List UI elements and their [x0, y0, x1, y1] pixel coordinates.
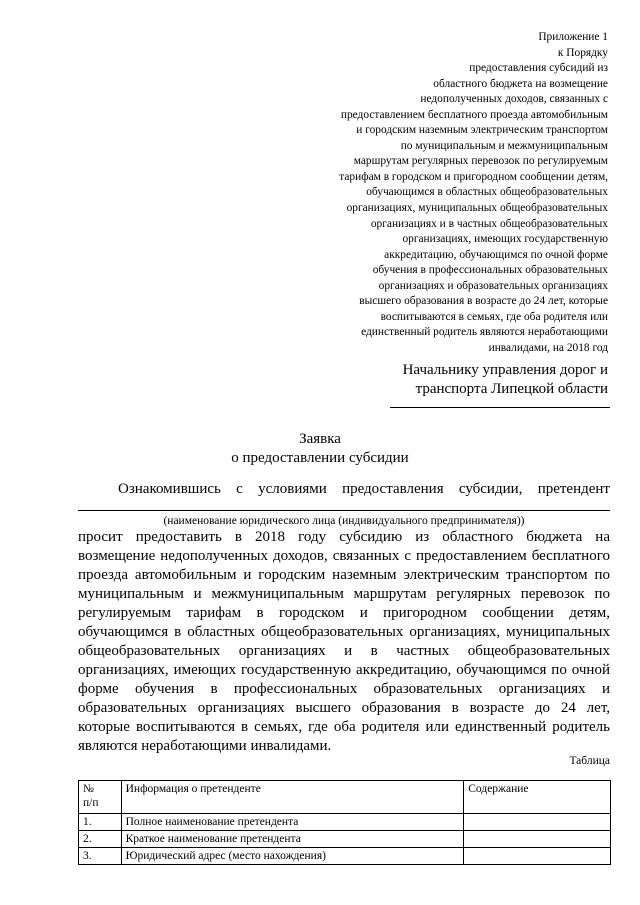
- paragraph-line: общеобразовательных организациях и в частных общеобразовательных: [78, 643, 610, 659]
- paragraph-line: просит предоставить в 2018 году субсидию из областного бюджета на: [78, 529, 610, 545]
- applicant-name-caption: (наименование юридического лица (индивидуального предпринимателя)): [163, 515, 525, 527]
- appendix-line: тарифам в городском и пригородном сообщении детям,: [339, 170, 608, 183]
- title-line-2: о предоставлении субсидии: [231, 450, 409, 466]
- appendix-line: к Порядку: [557, 46, 608, 59]
- applicant-name-line: [78, 510, 610, 511]
- appendix-line: и городским наземным электрическим транспортом: [356, 124, 608, 137]
- paragraph-last-line: являются неработающими инвалидами.: [78, 738, 332, 754]
- header-info: Информация о претенденте: [121, 781, 464, 814]
- table-row: [79, 831, 611, 848]
- paragraph-line: которые воспитываются в семьях, где оба родителя или единственный родитель: [78, 719, 610, 735]
- row-info: Краткое наименование претендента: [121, 831, 464, 848]
- appendix-line: недополученных доходов, связанных с: [420, 93, 608, 106]
- appendix-line: организациях, имеющих государственную: [402, 233, 608, 246]
- header-content: Содержание: [464, 781, 611, 814]
- addressee-block: [348, 361, 608, 399]
- addressee-signature-line: [390, 407, 610, 408]
- appendix-line: инвалидами, на 2018 год: [488, 341, 608, 354]
- appendix-line: организациях, муниципальных общеобразовательных: [346, 202, 608, 215]
- appendix-line: областного бюджета на возмещение: [433, 77, 608, 90]
- request-paragraph: [78, 528, 610, 756]
- appendix-line: Приложение 1: [538, 31, 608, 43]
- appendix-line: по муниципальным и межмуниципальным: [400, 139, 608, 152]
- row-number: 3.: [79, 848, 122, 865]
- appendix-line: предоставлением бесплатного проезда автомобильным: [340, 108, 608, 121]
- paragraph-line: форме обучения в профессиональных образовательных организациях и: [78, 681, 610, 697]
- document-title: [0, 430, 640, 468]
- appendix-line: предоставления субсидий из: [469, 62, 608, 75]
- paragraph-line: организациях, имеющих государственную аккредитацию, обучающимся по очной: [78, 662, 610, 678]
- paragraph-line: возмещение недополученных доходов, связанных с предоставлением бесплатного: [78, 548, 610, 564]
- title-line-1: Заявка: [299, 431, 341, 447]
- table-row: [79, 848, 611, 865]
- row-content[interactable]: [464, 848, 611, 865]
- table-header-row: [79, 781, 611, 814]
- addressee-line-1: Начальнику управления дорог и: [402, 362, 608, 378]
- appendix-line: воспитываются в семьях, где оба родителя или: [380, 310, 608, 323]
- paragraph-line: обучающимся в областных общеобразовательных организациях, муниципальных: [78, 624, 610, 640]
- intro-text: Ознакомившись с условиями предоставления субсидии, претендент: [118, 481, 610, 497]
- appendix-line: аккредитацию, обучающимся по очной форме: [384, 248, 608, 261]
- appendix-header: [278, 30, 608, 356]
- row-number: 1.: [79, 814, 122, 831]
- paragraph-line: образовательных организациях высшего образования в возрасте до 24 лет,: [78, 700, 610, 716]
- applicant-info-table: [78, 780, 611, 865]
- table-label: Таблица: [569, 755, 610, 767]
- appendix-line: организациях и в частных общеобразовательных: [370, 217, 608, 230]
- header-number: № п/п: [79, 781, 122, 814]
- intro-paragraph: [78, 480, 610, 499]
- appendix-line: организациях и образовательных организациях: [378, 279, 608, 292]
- paragraph-line: проезда автомобильным и городским наземным электрическим транспортом по: [78, 567, 610, 583]
- row-content[interactable]: [464, 814, 611, 831]
- addressee-line-2: транспорта Липецкой области: [415, 381, 608, 397]
- row-info: Полное наименование претендента: [121, 814, 464, 831]
- row-info: Юридический адрес (место нахождения): [121, 848, 464, 865]
- row-content[interactable]: [464, 831, 611, 848]
- paragraph-line: муниципальным и межмуниципальным маршрутам регулярных перевозок по: [78, 586, 610, 602]
- appendix-line: маршрутам регулярных перевозок по регулируемым: [353, 155, 608, 168]
- row-number: 2.: [79, 831, 122, 848]
- table-row: [79, 814, 611, 831]
- paragraph-line: регулируемым тарифам в городском и пригородном сообщении детям,: [78, 605, 610, 621]
- appendix-line: единственный родитель являются неработающими: [361, 326, 608, 339]
- appendix-line: высшего образования в возрасте до 24 лет, которые: [359, 295, 608, 308]
- appendix-line: обучения в профессиональных образовательных: [372, 264, 608, 277]
- appendix-line: обучающимся в областных общеобразовательных: [366, 186, 608, 199]
